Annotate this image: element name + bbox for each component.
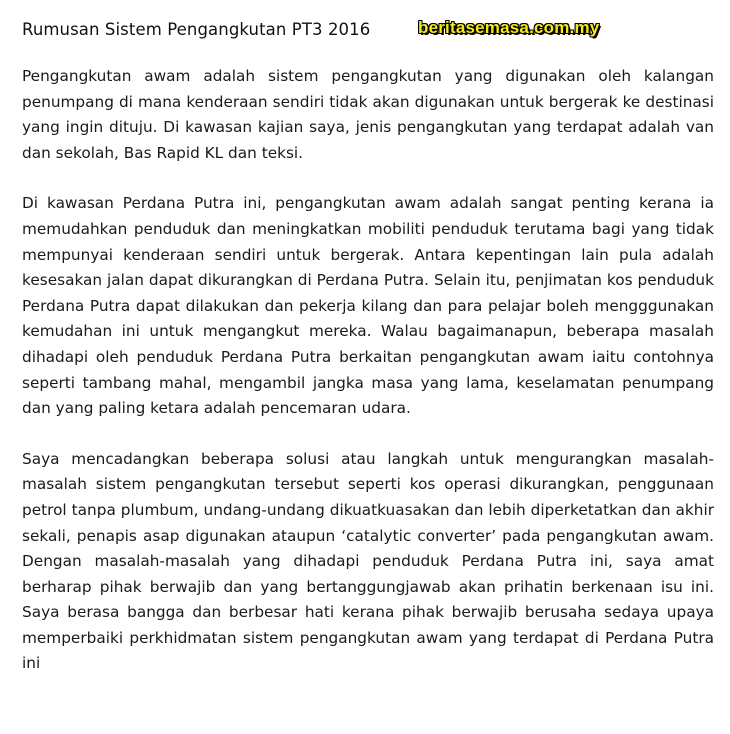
paragraph-intro: Pengangkutan awam adalah sistem pengangkutan yang digunakan oleh kalangan penumpang di mana kenderaan sendiri tidak akan digunakan untuk bergerak ke destinasi yang ingin dituju. Di kawasan kajian saya, jenis pengangkutan yang terdapat adalah van dan sekolah, Bas Rapid KL dan teksi. <box>22 67 714 162</box>
paragraph-importance: Di kawasan Perdana Putra ini, pengangkutan awam adalah sangat penting kerana ia memudahkan penduduk dan meningkatkan mobiliti penduduk terutama bagi yang tidak mempunyai kenderaan sendiri untuk bergerak. Antara kepentingan lain pula adalah kesesakan jalan dapat dikurangkan di Perdana Putra. Selain itu, penjimatan kos penduduk Perdana Putra dapat dilakukan dan pekerja kilang dan para pelajar boleh mengggunakan kemudahan ini untuk mengangkut mereka. Walau bagaimanapun, beberapa masalah dihadapi oleh penduduk Perdana Putra berkaitan pengangkutan awam iaitu contohnya seperti tambang mahal, mengambil jangka masa yang lama, keselamatan penumpang dan yang paling ketara adalah pencemaran udara. <box>22 194 714 418</box>
document-header <box>22 18 712 48</box>
document-body <box>22 64 714 702</box>
site-watermark: beritasemasa.com.my <box>418 18 600 37</box>
document-title: Rumusan Sistem Pengangkutan PT3 2016 <box>22 20 371 39</box>
paragraph-solutions: Saya mencadangkan beberapa solusi atau langkah untuk mengurangkan masalah-masalah sistem pengangkutan tersebut seperti kos operasi dikurangkan, penggunaan petrol tanpa plumbum, undang-undang dikuatkuasakan dan lebih diperketatkan dan akhir sekali, penapis asap digunakan ataupun ‘catalytic converter’ pada pengangkutan awam. Dengan masalah-masalah yang dihadapi penduduk Perdana Putra ini, saya amat berharap pihak berwajib dan yang bertanggungjawab akan prihatin berkenaan isu ini. Saya berasa bangga dan berbesar hati kerana pihak berwajib berusaha sedaya upaya memperbaiki perkhidmatan sistem pengangkutan awam yang terdapat di Perdana Putra ini <box>22 449 714 673</box>
